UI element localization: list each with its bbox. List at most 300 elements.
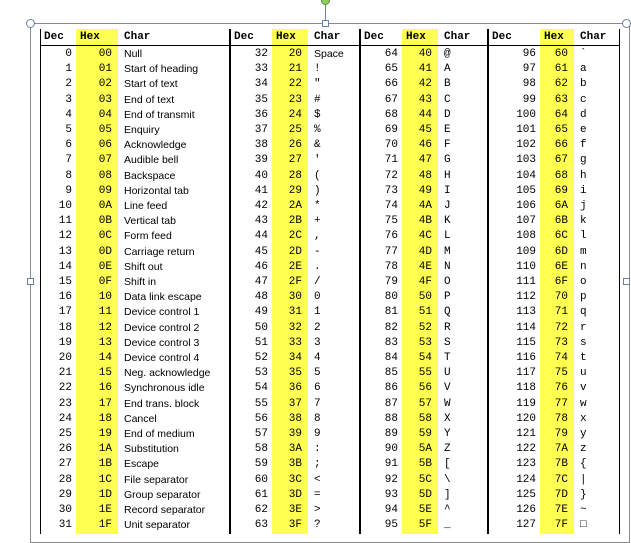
char-value: End of text <box>124 93 175 106</box>
hex-value: 32 <box>288 321 302 334</box>
dec-value: 103 <box>516 154 536 167</box>
char-value: N <box>444 260 451 273</box>
char-value: M <box>444 245 451 258</box>
hex-value: 0F <box>98 276 112 288</box>
dec-value: 110 <box>516 260 536 273</box>
dec-value: 50 <box>254 321 268 334</box>
hex-value: 07 <box>98 154 112 167</box>
hex-value: 20 <box>288 48 302 60</box>
dec-value: 49 <box>254 306 268 319</box>
header-hex: Hex <box>406 31 426 43</box>
char-value: l <box>580 230 587 243</box>
hex-value: 14 <box>98 352 112 364</box>
hex-value: 49 <box>418 184 432 197</box>
table-row <box>360 138 488 153</box>
table-row <box>40 305 230 320</box>
hex-value: 0A <box>98 200 112 212</box>
hex-value: 2D <box>288 245 302 258</box>
hex-value: 40 <box>418 48 432 60</box>
dec-value: 91 <box>384 458 398 471</box>
char-value: w <box>580 397 587 410</box>
column-block <box>230 29 360 534</box>
dec-value: 14 <box>58 260 72 273</box>
char-value: File separator <box>124 473 189 486</box>
hex-value: 68 <box>554 169 568 182</box>
hex-value: 7B <box>554 458 568 471</box>
dec-value: 99 <box>522 93 536 106</box>
dec-value: 76 <box>384 230 398 243</box>
dec-value: 61 <box>254 488 268 501</box>
char-value: P <box>444 291 451 304</box>
dec-value: 94 <box>384 504 398 516</box>
char-value: ^ <box>444 504 451 516</box>
table-row <box>230 503 360 518</box>
column-block <box>360 29 488 534</box>
hex-value: 52 <box>418 321 432 334</box>
header-hex: Hex <box>80 31 100 43</box>
column-block <box>40 29 230 534</box>
hex-value: 06 <box>98 139 112 152</box>
table-row <box>360 199 488 214</box>
table-row <box>360 260 488 275</box>
dec-value: 56 <box>254 412 268 425</box>
hex-value: 2C <box>288 230 302 243</box>
table-row <box>488 397 620 412</box>
hex-value: 30 <box>288 291 302 304</box>
table-row <box>488 199 620 214</box>
column-block <box>488 29 620 534</box>
table-row <box>488 93 620 108</box>
char-value: B <box>444 78 451 91</box>
table-row <box>230 153 360 168</box>
table-row <box>360 442 488 457</box>
char-value: ' <box>314 154 321 167</box>
dec-value: 18 <box>58 321 72 334</box>
dec-value: 3 <box>65 93 72 106</box>
dec-value: 115 <box>516 336 536 349</box>
dec-value: 85 <box>384 367 398 380</box>
hex-value: 25 <box>288 124 302 136</box>
hex-value: 01 <box>98 63 112 76</box>
table-row <box>360 321 488 336</box>
hex-value: 0D <box>98 245 112 258</box>
char-value: J <box>444 200 451 212</box>
hex-value: 21 <box>288 63 302 76</box>
table-row <box>40 397 230 412</box>
char-value: F <box>444 139 451 152</box>
char-value: v <box>580 382 587 395</box>
table-row <box>360 229 488 244</box>
char-value: V <box>444 382 451 395</box>
dec-value: 62 <box>254 504 268 516</box>
char-value: t <box>580 352 587 364</box>
dec-value: 106 <box>516 200 536 212</box>
char-value: 4 <box>314 352 321 364</box>
hex-value: 10 <box>98 291 112 304</box>
table-row <box>230 184 360 199</box>
table-row <box>230 290 360 305</box>
resize-handle-top-icon[interactable] <box>322 20 329 27</box>
table-row <box>360 503 488 518</box>
dec-value: 127 <box>516 519 536 532</box>
dec-value: 24 <box>58 412 72 425</box>
dec-value: 53 <box>254 367 268 380</box>
hex-value: 2E <box>288 260 302 273</box>
table-row <box>230 245 360 260</box>
hex-value: 5E <box>418 504 432 516</box>
hex-value: 5A <box>418 443 432 456</box>
table-row <box>488 473 620 488</box>
char-value: # <box>314 93 321 106</box>
table-row <box>40 290 230 305</box>
dec-value: 102 <box>516 139 536 152</box>
dec-value: 90 <box>384 443 398 456</box>
table-row <box>360 169 488 184</box>
hex-value: 7C <box>554 473 568 486</box>
table-row <box>360 62 488 77</box>
char-value: 6 <box>314 382 321 395</box>
table-row <box>360 93 488 108</box>
dec-value: 9 <box>65 184 72 197</box>
dec-value: 118 <box>516 382 536 395</box>
char-value: □ <box>580 519 587 532</box>
char-value: ] <box>444 488 451 501</box>
char-value: ) <box>314 184 321 197</box>
dec-value: 107 <box>516 215 536 228</box>
table-row <box>360 457 488 472</box>
header-divider <box>230 45 360 46</box>
char-value: " <box>314 78 321 91</box>
dec-value: 40 <box>254 169 268 182</box>
table-row <box>488 229 620 244</box>
hex-value: 51 <box>418 306 432 319</box>
dec-value: 41 <box>254 184 268 197</box>
char-value: T <box>444 352 451 364</box>
table-row <box>360 47 488 62</box>
char-value: Device control 3 <box>124 336 200 349</box>
table-row <box>40 518 230 533</box>
hex-value: 67 <box>554 154 568 167</box>
table-row <box>40 47 230 62</box>
hex-value: 24 <box>288 108 302 121</box>
table-row <box>360 275 488 290</box>
char-value: Unit separator <box>124 519 190 532</box>
dec-value: 116 <box>516 352 536 364</box>
dec-value: 48 <box>254 291 268 304</box>
char-value: ! <box>314 63 321 76</box>
hex-value: 7D <box>554 488 568 501</box>
dec-value: 84 <box>384 352 398 364</box>
hex-value: 5F <box>418 519 432 532</box>
char-value: e <box>580 124 587 136</box>
dec-value: 35 <box>254 93 268 106</box>
hex-value: 29 <box>288 184 302 197</box>
char-value: i <box>580 184 587 197</box>
hex-value: 50 <box>418 291 432 304</box>
hex-value: 26 <box>288 139 302 152</box>
dec-value: 5 <box>65 124 72 136</box>
header-char: Char <box>580 31 607 43</box>
char-value: End of transmit <box>124 108 195 121</box>
table-row <box>40 153 230 168</box>
table-row <box>40 229 230 244</box>
dec-value: 43 <box>254 215 268 228</box>
table-row <box>230 336 360 351</box>
hex-value: 48 <box>418 169 432 182</box>
dec-value: 67 <box>384 93 398 106</box>
header-dec: Dec <box>44 31 64 43</box>
char-value: } <box>580 488 587 501</box>
table-row <box>40 351 230 366</box>
hex-value: 4C <box>418 230 432 243</box>
char-value: * <box>314 200 321 212</box>
table-row <box>360 245 488 260</box>
table-row <box>230 214 360 229</box>
hex-value: 72 <box>554 321 568 334</box>
dec-value: 26 <box>58 443 72 456</box>
char-value: D <box>444 108 451 121</box>
table-row <box>230 93 360 108</box>
table-row <box>230 199 360 214</box>
hex-value: 19 <box>98 428 112 440</box>
dec-value: 29 <box>58 488 72 501</box>
char-value: @ <box>444 48 451 60</box>
char-value: u <box>580 367 587 380</box>
table-row <box>360 427 488 442</box>
dec-value: 100 <box>516 108 536 121</box>
hex-value: 4E <box>418 260 432 273</box>
table-row <box>230 275 360 290</box>
hex-value: 34 <box>288 352 302 364</box>
dec-value: 119 <box>516 397 536 410</box>
char-value: 3 <box>314 336 321 349</box>
table-row <box>40 245 230 260</box>
dec-value: 12 <box>58 230 72 243</box>
dec-value: 7 <box>65 154 72 167</box>
char-value: . <box>314 260 321 273</box>
hex-value: 35 <box>288 367 302 380</box>
hex-value: 59 <box>418 428 432 440</box>
char-value: : <box>314 443 321 456</box>
dec-value: 59 <box>254 458 268 471</box>
dec-value: 125 <box>516 488 536 501</box>
dec-value: 89 <box>384 428 398 440</box>
dec-value: 66 <box>384 78 398 91</box>
char-value: 2 <box>314 321 321 334</box>
table-row <box>488 245 620 260</box>
table-row <box>40 62 230 77</box>
dec-value: 22 <box>58 382 72 395</box>
dec-value: 124 <box>516 473 536 486</box>
hex-value: 08 <box>98 169 112 182</box>
table-row <box>230 351 360 366</box>
hex-value: 73 <box>554 336 568 349</box>
dec-value: 2 <box>65 78 72 91</box>
char-value: { <box>580 458 587 471</box>
header-hex: Hex <box>544 31 564 43</box>
dec-value: 54 <box>254 382 268 395</box>
table-row <box>230 47 360 62</box>
dec-value: 25 <box>58 428 72 440</box>
table-row <box>488 381 620 396</box>
char-value: Group separator <box>124 488 201 501</box>
table-row <box>488 321 620 336</box>
header-dec: Dec <box>234 31 254 43</box>
table-row <box>40 123 230 138</box>
char-value: r <box>580 321 587 334</box>
table-row <box>360 473 488 488</box>
char-value: q <box>580 306 587 319</box>
char-value: 9 <box>314 428 321 440</box>
table-row <box>488 138 620 153</box>
hex-value: 39 <box>288 428 302 440</box>
char-value: End of medium <box>124 428 195 440</box>
dec-value: 33 <box>254 63 268 76</box>
dec-value: 113 <box>516 306 536 319</box>
table-row <box>360 397 488 412</box>
hex-value: 37 <box>288 397 302 410</box>
dec-value: 82 <box>384 321 398 334</box>
resize-handle-top-right-icon[interactable] <box>622 19 631 28</box>
table-row <box>488 412 620 427</box>
char-value: Data link escape <box>124 291 202 304</box>
hex-value: 76 <box>554 382 568 395</box>
hex-value: 1F <box>98 519 112 532</box>
hex-value: 13 <box>98 336 112 349</box>
hex-value: 6C <box>554 230 568 243</box>
char-value: Shift out <box>124 260 163 273</box>
hex-value: 7A <box>554 443 568 456</box>
dec-value: 42 <box>254 200 268 212</box>
dec-value: 83 <box>384 336 398 349</box>
char-value: < <box>314 473 321 486</box>
char-value: U <box>444 367 451 380</box>
hex-value: 1D <box>98 488 112 501</box>
hex-value: 7F <box>554 519 568 532</box>
dec-value: 71 <box>384 154 398 167</box>
hex-value: 0B <box>98 215 112 228</box>
dec-value: 15 <box>58 276 72 288</box>
char-value: ; <box>314 458 321 471</box>
char-value: g <box>580 154 587 167</box>
dec-value: 77 <box>384 245 398 258</box>
table-row <box>360 77 488 92</box>
table-row <box>40 77 230 92</box>
char-value: & <box>314 139 321 152</box>
hex-value: 75 <box>554 367 568 380</box>
char-value: 7 <box>314 397 321 410</box>
char-value: z <box>580 443 587 456</box>
dec-value: 6 <box>65 139 72 152</box>
table-row <box>488 108 620 123</box>
dec-value: 122 <box>516 443 536 456</box>
table-row <box>488 153 620 168</box>
dec-value: 74 <box>384 200 398 212</box>
hex-value: 6F <box>554 276 568 288</box>
header-dec: Dec <box>364 31 384 43</box>
char-value: Record separator <box>124 504 206 516</box>
char-value: ( <box>314 169 321 182</box>
char-value: c <box>580 93 587 106</box>
char-value: H <box>444 169 451 182</box>
resize-handle-right-icon[interactable] <box>623 278 630 285</box>
dec-value: 17 <box>58 306 72 319</box>
table-row <box>488 260 620 275</box>
table-row <box>230 366 360 381</box>
char-value: k <box>580 215 587 228</box>
hex-value: 31 <box>288 306 302 319</box>
char-value: _ <box>444 519 451 532</box>
dec-value: 95 <box>384 519 398 532</box>
table-row <box>40 427 230 442</box>
hex-value: 42 <box>418 78 432 91</box>
dec-value: 78 <box>384 260 398 273</box>
char-value: x <box>580 412 587 425</box>
rotate-handle-icon[interactable] <box>321 0 330 5</box>
hex-value: 44 <box>418 108 432 121</box>
hex-value: 1E <box>98 504 112 516</box>
char-value: s <box>580 336 587 349</box>
hex-value: 22 <box>288 78 302 91</box>
dec-value: 27 <box>58 458 72 471</box>
char-value: R <box>444 321 451 334</box>
char-value: ? <box>314 519 321 532</box>
table-row <box>360 412 488 427</box>
hex-value: 11 <box>98 306 112 319</box>
dec-value: 31 <box>58 519 72 532</box>
char-value: C <box>444 93 451 106</box>
char-value: h <box>580 169 587 182</box>
dec-value: 104 <box>516 169 536 182</box>
hex-value: 63 <box>554 93 568 106</box>
table-row <box>40 366 230 381</box>
hex-value: 2F <box>288 276 302 288</box>
char-value: Z <box>444 443 451 456</box>
char-value: % <box>314 124 321 136</box>
dec-value: 46 <box>254 260 268 273</box>
header-char: Char <box>124 31 151 43</box>
dec-value: 0 <box>65 48 72 60</box>
char-value: Horizontal tab <box>124 184 189 197</box>
table-row <box>40 321 230 336</box>
hex-value: 38 <box>288 412 302 425</box>
hex-value: 3A <box>288 443 302 456</box>
dec-value: 121 <box>516 428 536 440</box>
table-row <box>230 169 360 184</box>
dec-value: 37 <box>254 124 268 136</box>
table-row <box>230 229 360 244</box>
hex-value: 3C <box>288 473 302 486</box>
hex-value: 6D <box>554 245 568 258</box>
char-value: Start of text <box>124 78 178 91</box>
table-row <box>40 275 230 290</box>
resize-handle-left-icon[interactable] <box>27 278 34 285</box>
hex-value: 6B <box>554 215 568 228</box>
char-value: Device control 2 <box>124 321 200 334</box>
dec-value: 80 <box>384 291 398 304</box>
dec-value: 13 <box>58 245 72 258</box>
hex-value: 65 <box>554 124 568 136</box>
resize-handle-top-left-icon[interactable] <box>26 19 35 28</box>
hex-value: 55 <box>418 367 432 380</box>
hex-value: 45 <box>418 124 432 136</box>
char-value: K <box>444 215 451 228</box>
dec-value: 4 <box>65 108 72 121</box>
table-row <box>360 305 488 320</box>
char-value: f <box>580 139 587 152</box>
table-row <box>360 214 488 229</box>
hex-value: 17 <box>98 397 112 410</box>
